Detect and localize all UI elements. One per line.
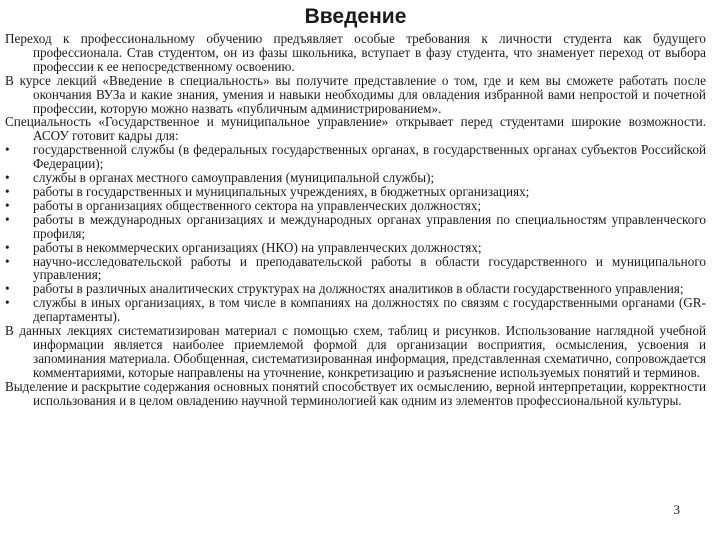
list-item-text: службы в органах местного самоуправления (муниципальной службы); bbox=[33, 170, 435, 186]
bullet-icon: • bbox=[5, 239, 10, 255]
bullet-icon: • bbox=[5, 142, 10, 158]
list-item-text: работы в международных организациях и международных органах управления по специальностям управленческого профиля; bbox=[33, 211, 706, 241]
list-item bbox=[5, 296, 706, 324]
list-item-text: службы в иных организациях, в том числе в компаниях на должностях по связям с государственными органами (GR-департаменты). bbox=[33, 295, 706, 325]
list-item-text: работы в некоммерческих организациях (НКО) на управленческих должностях; bbox=[33, 239, 482, 255]
list-item bbox=[5, 282, 706, 296]
list-item bbox=[5, 213, 706, 241]
intro-paragraph-1: Переход к профессиональному обучению предъявляет особые требования к личности студента как будущего профессионала. Став студентом, он из фазы школьника, вступает в фазу студента, что знаменует переход от выбора профессии к ее непосредственному освоению. bbox=[5, 31, 706, 74]
closing-paragraph-2: Выделение и раскрытие содержания основных понятий способствует их осмыслению, верной интерпретации, корректности использования и в целом овладению научной терминологией как одним из элементов профессиональной культуры. bbox=[5, 378, 706, 408]
list-item bbox=[5, 171, 706, 185]
bullet-icon: • bbox=[5, 253, 10, 269]
intro-paragraph-3: Специальность «Государственное и муниципальное управление» открывает перед студентами широкие возможности. АСОУ готовит кадры для: bbox=[5, 114, 706, 144]
list-item-text: научно-исследовательской работы и преподавательской работы в области государственного и муниципального управления; bbox=[33, 253, 706, 283]
bullet-icon: • bbox=[5, 295, 10, 311]
intro-paragraph-2: В курсе лекций «Введение в специальность» вы получите представление о том, где и кем вы сможете работать после окончания ВУЗа и какие знания, умения и навыки необходимы для овладения избранной вами непростой и почетной профессии, которую можно назвать «публичным администрированием». bbox=[5, 72, 706, 116]
bullet-icon: • bbox=[5, 281, 10, 297]
page-number: 3 bbox=[673, 502, 680, 517]
list-item-text: работы в различных аналитических структурах на должностях аналитиков в области государственного управления; bbox=[33, 281, 684, 297]
list-item bbox=[5, 199, 706, 213]
closing-paragraph-1: В данных лекциях систематизирован материал с помощью схем, таблиц и рисунков. Использование наглядной учебной информации является наиболее приемлемой формой для организации восприятия, осмысления, усвоения и запоминания материала. Обобщенная, систематизированная информация, представленная схематично, сопровождается комментариями, которые направлены на уточнение, конкретизацию и разъяснение используемых понятий и терминов. bbox=[5, 323, 706, 380]
list-item-text: работы в организациях общественного сектора на управленческих должностях; bbox=[33, 197, 482, 213]
page-title: Введение bbox=[304, 5, 407, 28]
bullet-icon: • bbox=[5, 197, 10, 213]
list-item bbox=[5, 185, 706, 199]
list-item bbox=[5, 143, 706, 171]
list-item bbox=[5, 255, 706, 283]
list-item-text: государственной службы (в федеральных государственных органах, в государственных органах субъектов Российской Федерации); bbox=[33, 142, 706, 172]
list-item bbox=[5, 241, 706, 255]
bullet-icon: • bbox=[5, 211, 10, 227]
list-item-text: работы в государственных и муниципальных учреждениях, в бюджетных организациях; bbox=[33, 183, 530, 199]
bullet-icon: • bbox=[5, 183, 10, 199]
slide-body bbox=[5, 32, 706, 407]
bullet-icon: • bbox=[5, 170, 10, 186]
career-list bbox=[5, 143, 706, 324]
